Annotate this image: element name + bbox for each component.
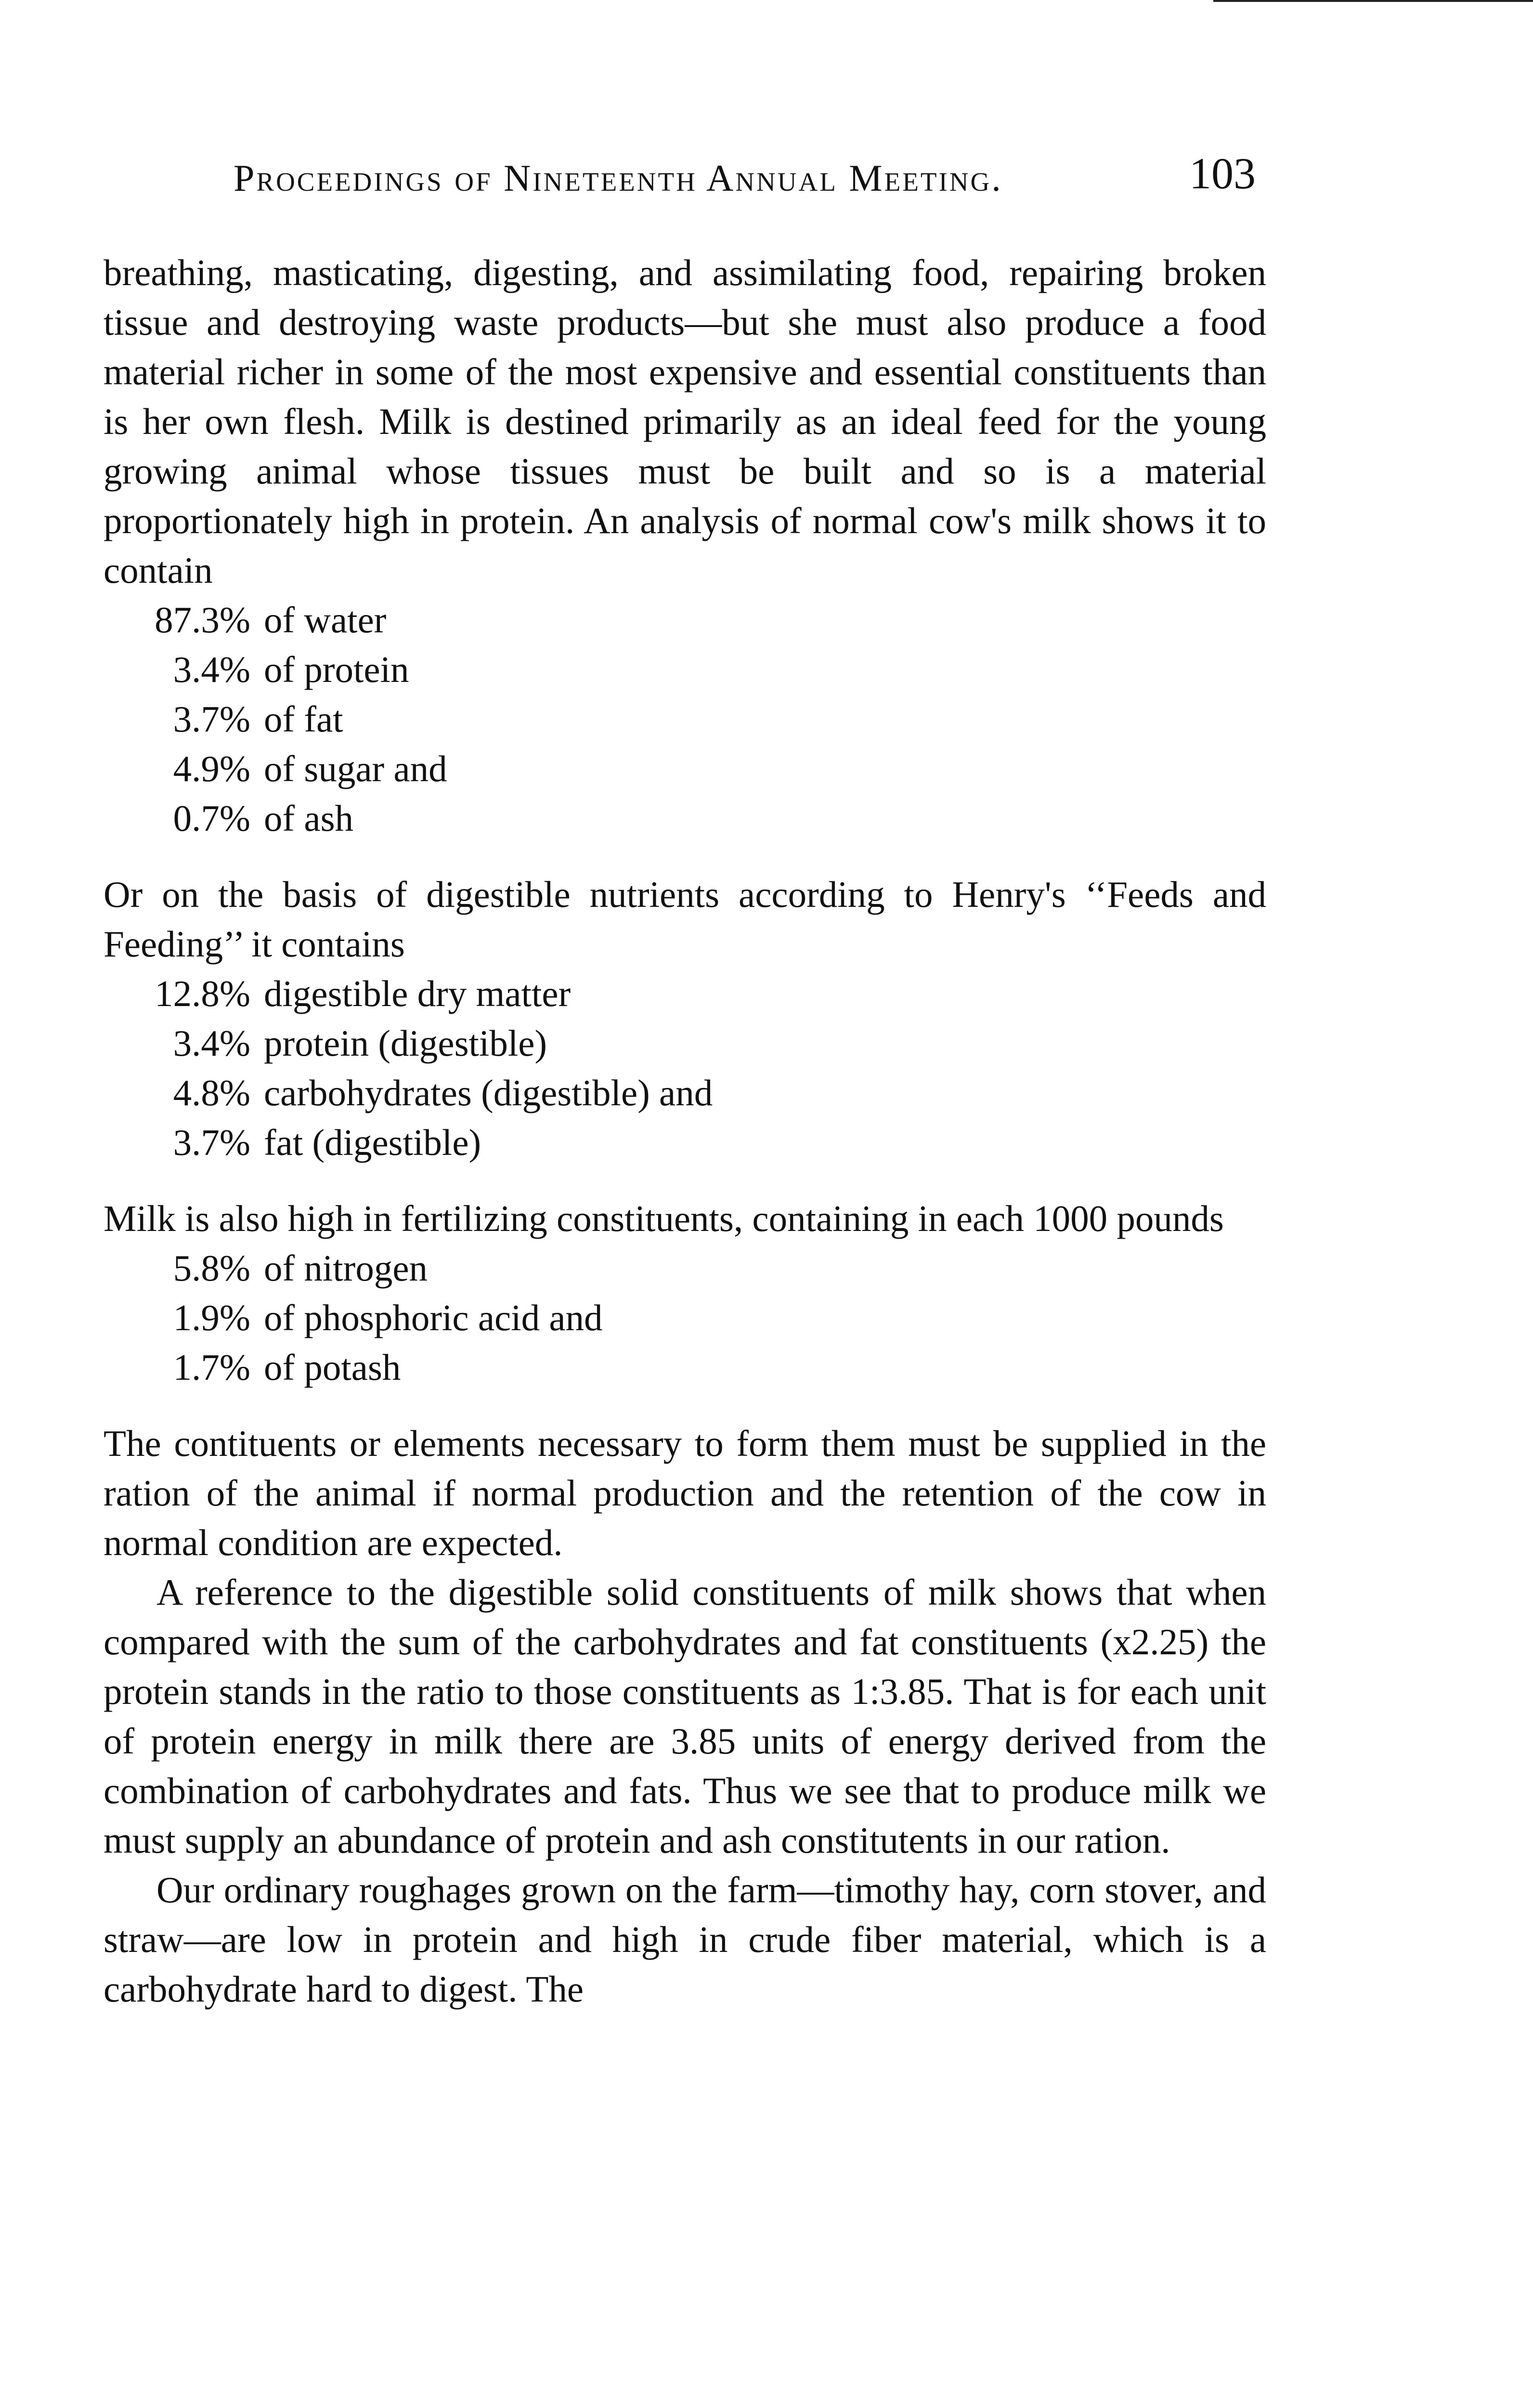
percentage: 1.7% (173, 1347, 250, 1388)
percentage: 1.9% (173, 1297, 250, 1338)
list-item-text: digestible dry matter (264, 973, 571, 1014)
list-item-text: fat (digestible) (264, 1122, 481, 1163)
list-item-text: protein (digestible) (264, 1022, 547, 1064)
list-item-text: of water (264, 599, 387, 641)
page-body (104, 248, 1266, 2014)
digestible-nutrients-list (104, 969, 1266, 1167)
list-item-text: of phosphoric acid and (264, 1297, 603, 1338)
paragraph-6: Our ordinary roughages grown on the farm—timothy hay, corn stover, and straw—are low in protein and high in crude fiber material, which is a carbohydrate hard to digest. The (104, 1869, 1266, 2010)
paragraph-3: Milk is also high in fertilizing constituents, containing in each 1000 pounds (104, 1198, 1224, 1239)
page-number: 103 (1189, 149, 1256, 198)
list-item (104, 1118, 1266, 1167)
list-item-text: of protein (264, 649, 409, 690)
percentage: 4.9% (173, 748, 250, 789)
milk-analysis-list (104, 595, 1266, 843)
list-item (104, 1243, 1266, 1293)
list-item (104, 1293, 1266, 1343)
percentage: 4.8% (173, 1072, 250, 1113)
percentage: 87.3% (155, 599, 250, 641)
list-item-text: of sugar and (264, 748, 447, 789)
percentage: 3.4% (173, 1022, 250, 1064)
percentage: 5.8% (173, 1247, 250, 1289)
list-item (104, 1068, 1266, 1118)
spacer (104, 1392, 1266, 1419)
list-item (104, 1019, 1266, 1068)
paragraph-4: The contituents or elements necessary to form them must be supplied in the ration of the animal if normal production and the retention of the cow in normal condition are expected. (104, 1423, 1266, 1563)
list-item (104, 694, 1266, 744)
list-item (104, 969, 1266, 1019)
percentage: 3.7% (173, 698, 250, 740)
list-item-text: of ash (264, 798, 354, 839)
spacer (104, 1167, 1266, 1194)
list-item-text: of fat (264, 698, 343, 740)
list-item (104, 794, 1266, 843)
page-edge-top (1213, 0, 1533, 2)
percentage: 3.7% (173, 1122, 250, 1163)
percentage: 0.7% (173, 798, 250, 839)
paragraph-2: Or on the basis of digestible nutrients according to Henry's ‘‘Feeds and Feeding’’ it contains (104, 874, 1266, 965)
percentage: 12.8% (155, 973, 250, 1014)
list-item (104, 645, 1266, 694)
spacer (104, 843, 1266, 870)
paragraph-5: A reference to the digestible solid constituents of milk shows that when compared with the sum of the carbohydrates and fat constituents (x2.25) the protein stands in the ratio to those constituents as 1:3.85. That is for each unit of protein energy in milk there are 3.85 units of energy derived from the combination of carbohydrates and fats. Thus we see that to produce milk we must supply an abundance of protein and ash constitutents in our ration. (104, 1571, 1266, 1861)
list-item (104, 1343, 1266, 1392)
fertilizing-constituents-list (104, 1243, 1266, 1392)
list-item (104, 744, 1266, 794)
percentage: 3.4% (173, 649, 250, 690)
paragraph-1: breathing, masticating, digesting, and assimilating food, repairing broken tissue and destroying waste products—but she must also produce a food material richer in some of the most expensive and essential constituents than is her own flesh. Milk is destined primarily as an ideal feed for the young growing animal whose tissues must be built and so is a material proportionately high in protein. An analysis of normal cow's milk shows it to contain (104, 252, 1266, 591)
list-item-text: carbohydrates (digestible) and (264, 1072, 713, 1113)
list-item (104, 595, 1266, 645)
list-item-text: of potash (264, 1347, 401, 1388)
running-head: Proceedings of Nineteenth Annual Meeting. (234, 157, 1003, 199)
list-item-text: of nitrogen (264, 1247, 428, 1289)
